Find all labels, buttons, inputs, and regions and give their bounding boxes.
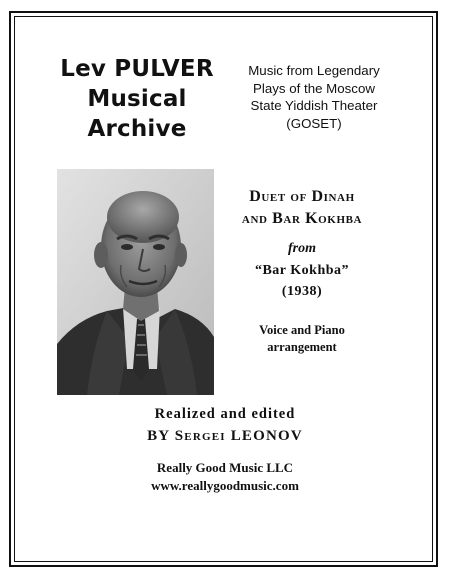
realized-label: Realized and edited xyxy=(154,406,296,422)
subtitle-line-4: (GOSET) xyxy=(286,115,342,131)
editor-first-name: Sergei xyxy=(174,428,226,444)
archive-title xyxy=(42,54,232,144)
arrangement-line-2: arrangement xyxy=(267,340,337,354)
arrangement-line-1: Voice and Piano xyxy=(259,323,345,337)
subtitle-line-2: Plays of the Moscow xyxy=(253,80,375,96)
subtitle-line-3: State Yiddish Theater xyxy=(250,98,378,113)
show-title: “Bar Kokhba” xyxy=(254,263,350,278)
editor-last-name: LEONOV xyxy=(230,428,303,444)
year-label: (1938) xyxy=(281,284,323,299)
composer-portrait xyxy=(57,169,214,395)
editor-by: BY xyxy=(147,428,170,444)
piece-title-line-1: Duet of Dinah xyxy=(249,188,355,205)
arrangement-note xyxy=(216,322,388,356)
publisher-website: www.reallygoodmusic.com xyxy=(151,478,299,493)
editor-credit xyxy=(40,426,410,446)
publisher-name: Really Good Music LLC xyxy=(156,460,294,475)
subtitle-line-1: Music from Legendary xyxy=(248,63,380,78)
archive-title-line-1: Lev PULVER xyxy=(60,56,214,82)
piece-title-line-2: and Bar Kokhba xyxy=(241,210,363,227)
piece-title xyxy=(216,186,388,230)
series-subtitle xyxy=(228,62,400,132)
from-label: from xyxy=(288,241,316,256)
archive-title-line-2: Musical xyxy=(87,86,187,112)
archive-title-line-3: Archive xyxy=(87,116,187,142)
